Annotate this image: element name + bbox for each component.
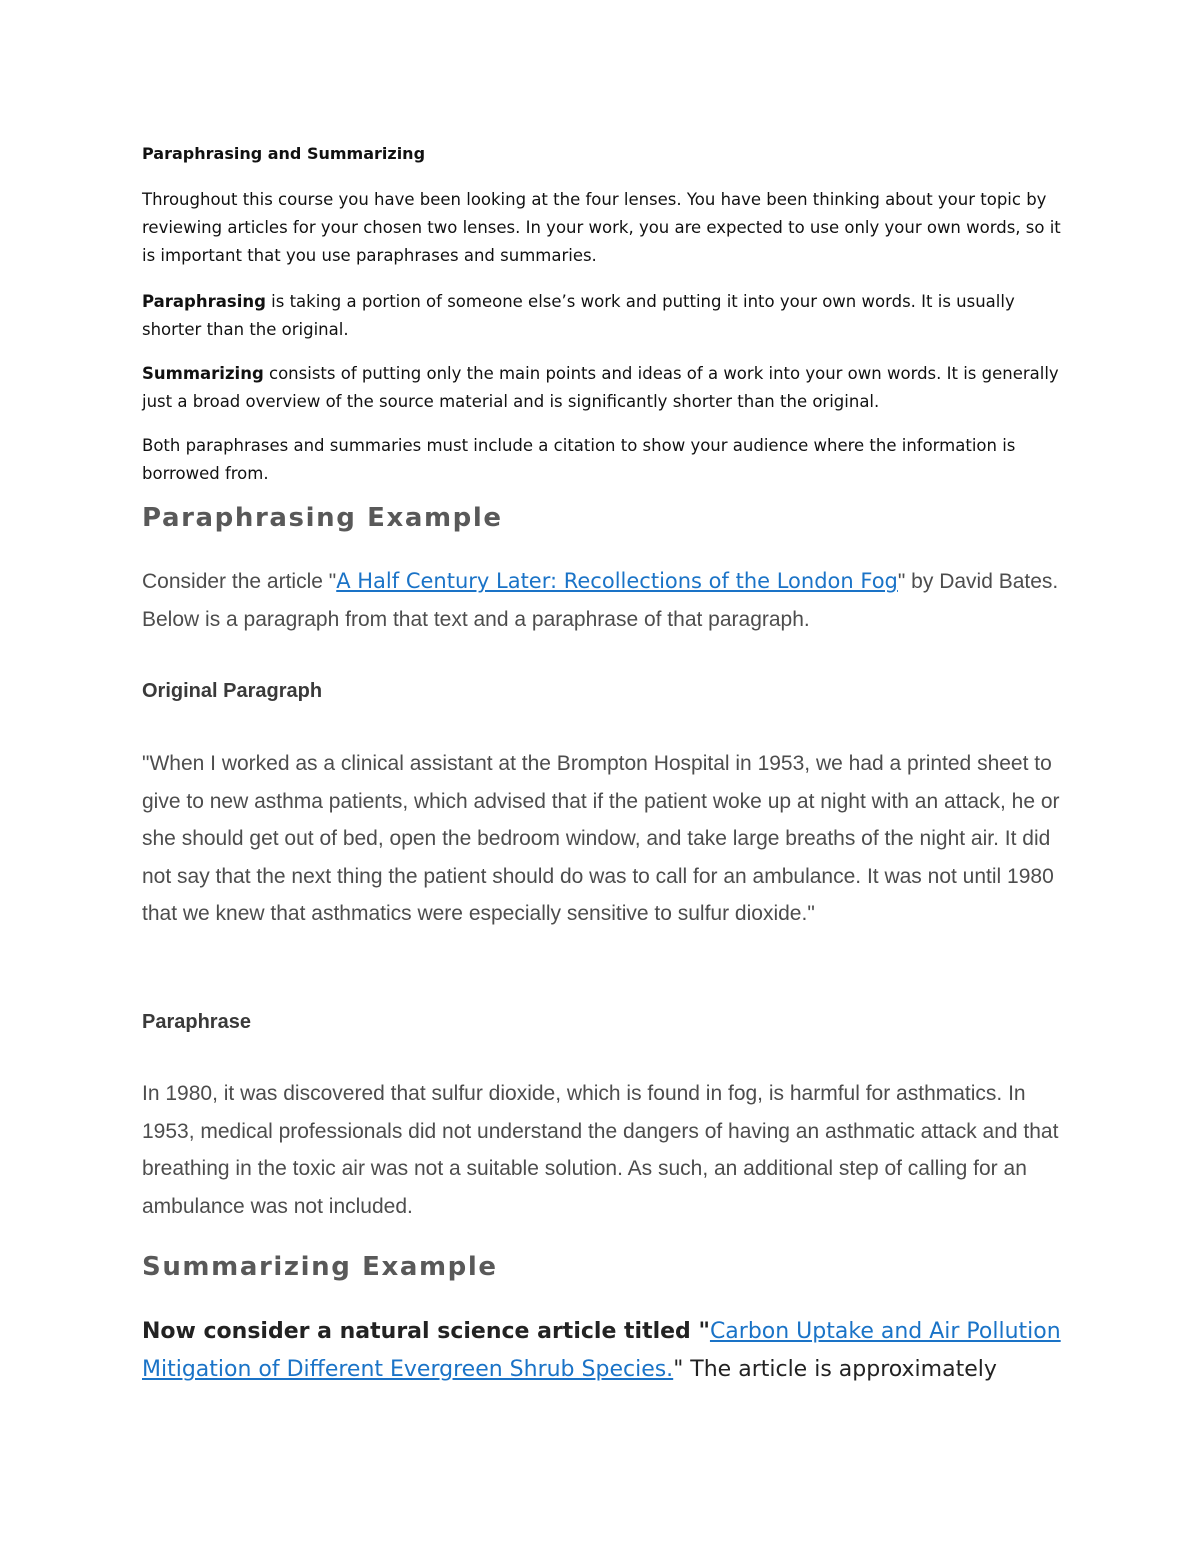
summarizing-definition (142, 360, 1062, 416)
summarizing-definition-text: consists of putting only the main points and ideas of a work into your own words. It is generally just a broad overview of the source material and is significantly shorter than the original. (142, 364, 1059, 411)
consider-text-after: " by David Bates. Below is a paragraph from that text and a paraphrase of that paragraph. (142, 570, 1059, 631)
citation-note: Both paraphrases and summaries must include a citation to show your audience where the information is borrowed from. (142, 436, 1016, 483)
paraphrasing-example-heading: Paraphrasing Example (142, 503, 503, 533)
original-paragraph-text: "When I worked as a clinical assistant at the Brompton Hospital in 1953, we had a printed sheet to give to new asthma patients, which advised that if the patient woke up at night with an attack, he or she should get out of bed, open the bedroom window, and take large breaths of the night air. It did not say that the next thing the patient should do was to call for an ambulance. It was not until 1980 that we knew that asthmatics were especially sensitive to sulfur dioxide." (142, 752, 1060, 925)
now-consider-text: Now consider a natural science article titled " (142, 1319, 710, 1344)
london-fog-article-link[interactable]: A Half Century Later: Recollections of the London Fog (336, 569, 898, 593)
intro-paragraph: Throughout this course you have been looking at the four lenses. You have been thinking about your topic by reviewing articles for your chosen two lenses. In your work, you are expected to use only your own words, so it is important that you use paraphrases and summaries. (142, 190, 1061, 265)
natural-science-article-paragraph (142, 1313, 1072, 1389)
article-approximately-text: " The article is approximately (673, 1357, 997, 1382)
consider-article-paragraph (142, 563, 1072, 638)
original-paragraph-heading: Original Paragraph (142, 680, 323, 702)
paraphrase-heading: Paraphrase (142, 1011, 251, 1033)
summarizing-example-heading: Summarizing Example (142, 1252, 498, 1282)
document-title: Paraphrasing and Summarizing (142, 144, 426, 163)
carbon-uptake-article-link[interactable]: Carbon Uptake and Air Pollution Mitigation of Different Evergreen Shrub Species. (142, 1319, 1061, 1382)
paraphrasing-term: Paraphrasing (142, 292, 266, 311)
summarizing-term: Summarizing (142, 364, 264, 383)
paraphrase-text: In 1980, it was discovered that sulfur dioxide, which is found in fog, is harmful for asthmatics. In 1953, medical professionals did not understand the dangers of having an asthmatic attack and that breathing in the toxic air was not a suitable solution. As such, an additional step of calling for an ambulance was not included. (142, 1082, 1059, 1218)
paraphrasing-definition (142, 288, 1062, 344)
consider-text-before: Consider the article " (142, 570, 337, 593)
paraphrasing-definition-text: is taking a portion of someone else’s work and putting it into your own words. It is usually shorter than the original. (142, 292, 1015, 339)
